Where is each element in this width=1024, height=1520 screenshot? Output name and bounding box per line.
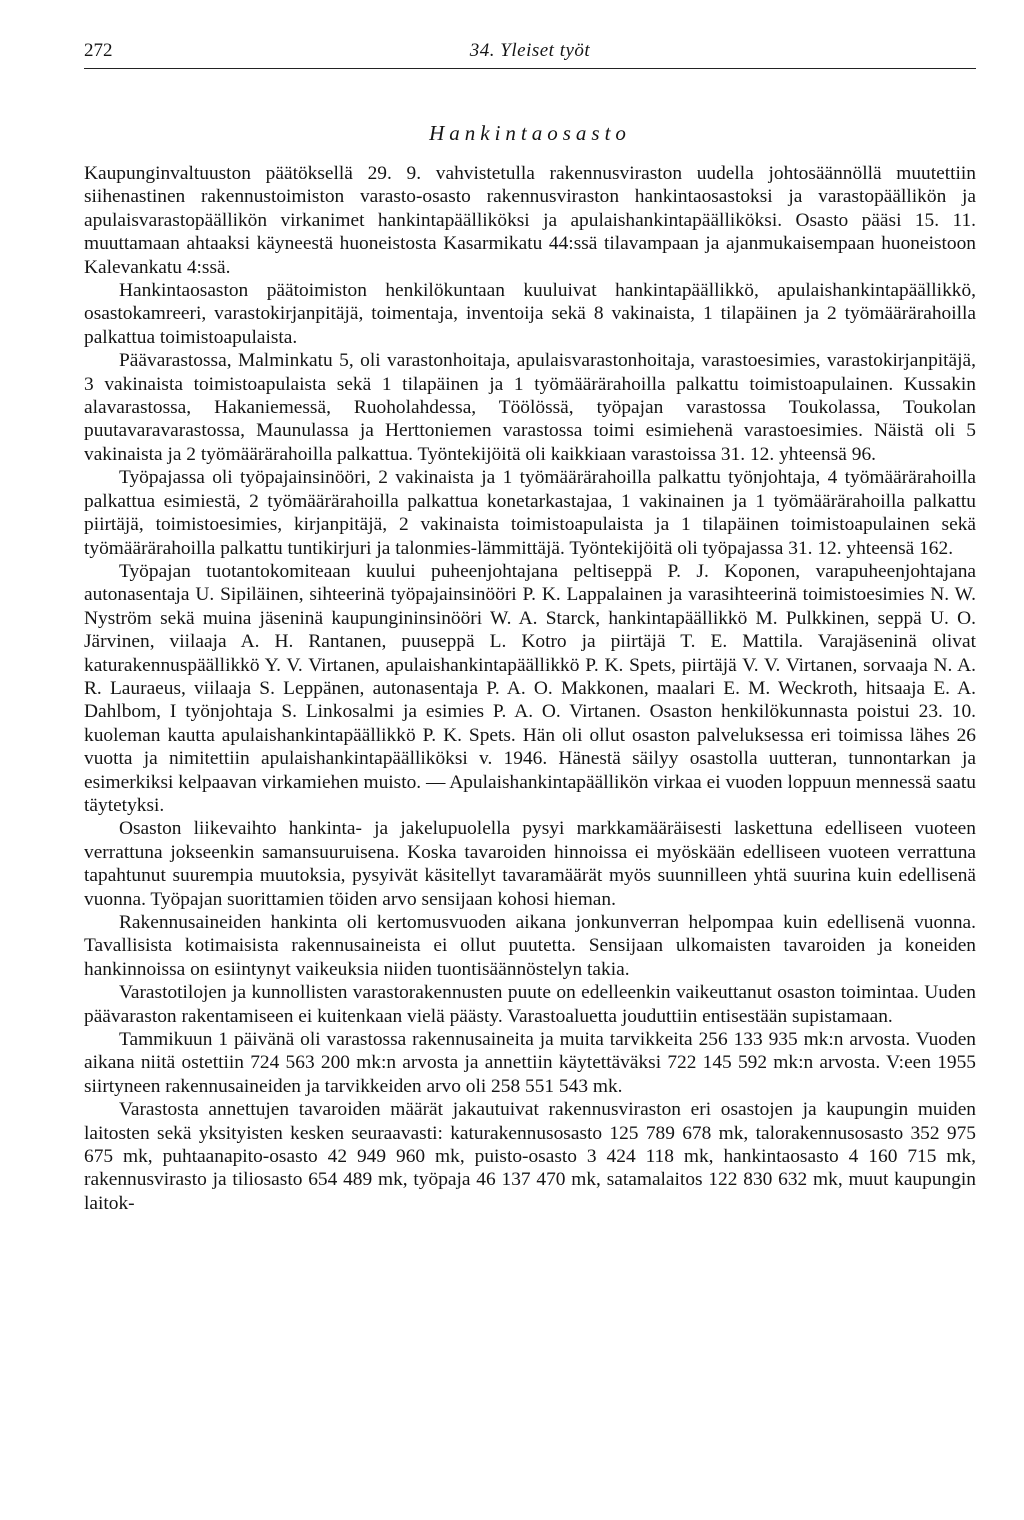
paragraph: Varastotilojen ja kunnollisten varastorakennusten puute on edelleenkin vaikeuttanut osaston toimintaa. Uuden päävaraston rakentamiseen ei kuitenkaan vielä päästy. Varastoaluetta jouduttiin entisestään supistamaan. bbox=[84, 982, 976, 1027]
paragraph: Hankintaosaston päätoimiston henkilökuntaan kuuluivat hankintapäällikkö, apulaishankintapäällikkö, osastokamreeri, varastokirjanpitäjä, toimentaja, inventoija sekä 8 vakinaista, 1 tilapäinen ja 2 työmäärärahoilla palkattua toimistoapulaista. bbox=[84, 280, 976, 348]
paragraph: Työpajan tuotantokomiteaan kuului puheenjohtajana peltiseppä P. J. Koponen, varapuheenjohtajana autonasentaja U. Sipiläinen, sihteerinä työpajainsinööri P. K. Lappalainen ja varasihteerinä toimistoesimies N. W. Nyström sekä muina jäseninä kaupungininsinööri W. A. Starck, hankintapäällikkö M. Pulkkinen, seppä U. O. Järvinen, viilaaja A. H. Rantanen, puuseppä L. Kotro ja piirtäjä T. E. Mattila. Varajäseninä olivat katurakennuspäällikkö Y. V. Virtanen, apulaishankintapäällikkö P. K. Spets, piirtäjä V. V. Virtanen, sorvaaja N. A. R. Lauraeus, viilaaja S. Leppänen, autonasentaja P. A. O. Makkonen, maalari E. M. Weckroth, hitsaaja E. A. Dahlbom, I työnjohtaja S. Linkosalmi ja esimies P. A. O. Virtanen. Osaston henkilökunnasta poistui 23. 10. kuoleman kautta apulaishankintapäällikkö P. K. Spets. Hän oli ollut osaston palveluksessa eri toimissa lähes 26 vuotta ja nimitettiin apulaishankintapäälliköksi v. 1946. Hänestä säilyy osastolla uutteran, tunnontarkan ja esimerkiksi kelpaavan virkamiehen muisto. — Apulaishankintapäällikön virkaa ei vuoden loppuun mennessä saatu täytetyksi. bbox=[84, 560, 976, 816]
document-page bbox=[84, 40, 976, 1215]
paragraph: Osaston liikevaihto hankinta- ja jakelupuolella pysyi markkamääräisesti laskettuna edelliseen vuoteen verrattuna jokseenkin samansuuruisena. Koska tavaroiden hinnoissa ei myöskään edelliseen vuoteen verrattuna tapahtunut suurempia muutoksia, pysyivät käsitellyt tavaramäärät myös suunnilleen yhtä suurina kuin edellisenä vuonna. Työpajan suorittamien töiden arvo sensijaan kohosi hieman. bbox=[84, 818, 976, 910]
paragraph: Työpajassa oli työpajainsinööri, 2 vakinaista ja 1 työmäärärahoilla palkattu työnjohtaja, 4 työmäärärahoilla palkattua esimiestä, 2 työmäärärahoilla palkattua konetarkastajaa, 1 vakinainen ja 1 työmäärärahoilla palkattu piirtäjä, toimistoesimies, kirjanpitäjä, 2 vakinaista toimistoapulaista ja 1 tilapäinen toimistoapulainen sekä työmäärärahoilla palkattu tuntikirjuri ja talonmies-lämmittäjä. Työntekijöitä oli työpajassa 31. 12. yhteensä 162. bbox=[84, 467, 976, 559]
paragraph: Kaupunginvaltuuston päätöksellä 29. 9. vahvistetulla rakennusviraston uudella johtosäännöllä muutettiin siihenastinen rakennustoimiston varasto-osasto rakennusviraston hankintaosastoksi ja varastopäällikön ja apulaisvarastopäällikön virkanimet hankintapäälliköksi ja apulaishankintapäälliköksi. Osasto pääsi 15. 11. muuttamaan ahtaaksi käyneestä huoneistosta Kasarmikatu 44:ssä tilavampaan ja ajanmukaisempaan huoneistoon Kalevankatu 4:ssä. bbox=[84, 163, 976, 278]
paragraph: Varastosta annettujen tavaroiden määrät jakautuivat rakennusviraston eri osastojen ja kaupungin muiden laitosten sekä yksityisten kesken seuraavasti: katurakennusosasto 125 789 678 mk, talorakennusosasto 352 975 675 mk, puhtaanapito-osasto 42 949 960 mk, puisto-osasto 3 424 118 mk, hankintaosasto 4 160 715 mk, rakennusvirasto ja tiliosasto 654 489 mk, työpaja 46 137 470 mk, satamalaitos 122 830 632 mk, muut kaupungin laitok- bbox=[84, 1099, 976, 1214]
running-header bbox=[84, 40, 976, 69]
section-title: Hankintaosasto bbox=[429, 121, 631, 145]
page-number: 272 bbox=[84, 40, 113, 61]
paragraph: Rakennusaineiden hankinta oli kertomusvuoden aikana jonkunverran helpompaa kuin edellisenä vuonna. Tavallisista kotimaisista rakennusaineista ei ollut puutetta. Sensijaan ulkomaisten tavaroiden ja koneiden hankinnoissa on esiintynyt vaikeuksia niiden tuontisäännöstelyn takia. bbox=[84, 912, 976, 980]
body-text bbox=[84, 162, 976, 1215]
paragraph: Tammikuun 1 päivänä oli varastossa rakennusaineita ja muita tarvikkeita 256 133 935 mk:n arvosta. Vuoden aikana niitä ostettiin 724 563 200 mk:n arvosta ja annettiin käytettäväksi 722 145 592 mk:n arvosta. V:een 1955 siirtyneen rakennusaineiden ja tarvikkeiden arvo oli 258 551 543 mk. bbox=[84, 1029, 976, 1097]
running-title: 34. Yleiset työt bbox=[469, 40, 591, 61]
paragraph: Päävarastossa, Malminkatu 5, oli varastonhoitaja, apulaisvarastonhoitaja, varastoesimies, varastokirjanpitäjä, 3 vakinaista toimistoapulaista sekä 1 tilapäinen ja 1 työmäärärahoilla palkattu toimistoapulainen. Kussakin alavarastossa, Hakaniemessä, Ruoholahdessa, Töölössä, työpajan varastossa Toukolassa, Toukolan puutavaravarastossa, Maunulassa ja Herttoniemen varastossa toimi esimiehenä varastoesimies. Näistä oli 5 vakinaista ja 2 työmäärärahoilla palkattua. Työntekijöitä oli kaikkiaan varastoissa 31. 12. yhteensä 96. bbox=[84, 350, 976, 465]
